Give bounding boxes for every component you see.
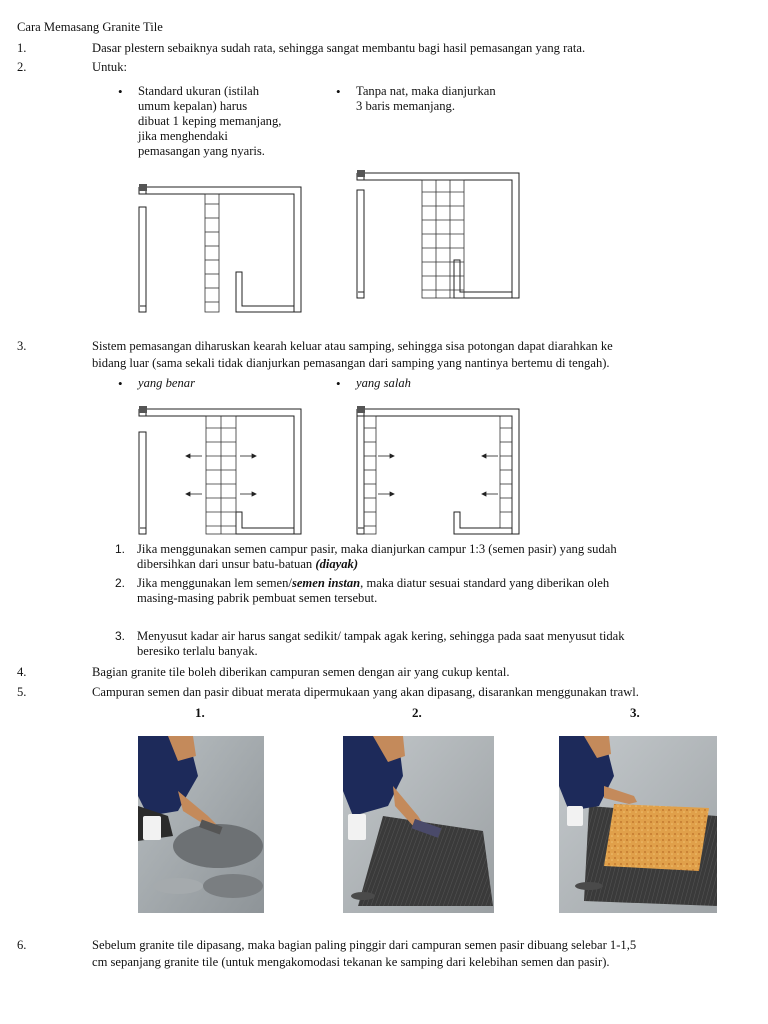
photo-1-label: 1. xyxy=(195,705,205,720)
step-4-number: 4. xyxy=(17,665,27,679)
bullet-a-line: • Standard ukuran (istilah xyxy=(138,84,260,98)
plan-diagram-correct xyxy=(136,404,306,538)
bullet-a-line: pemasangan yang nyaris. xyxy=(138,144,265,158)
bullet-a-line: dibuat 1 keping memanjang, xyxy=(138,114,282,128)
photo-2-combing-cement xyxy=(343,736,494,913)
step-4-text: Bagian granite tile boleh diberikan campuran semen dengan air yang cukup kental. xyxy=(92,665,510,679)
bullet-correct-label: yang benar xyxy=(138,376,196,390)
sub-item-2-line1-a: Jika menggunakan lem semen/ xyxy=(137,576,292,590)
step-6-line2: cm sepanjang granite tile (untuk mengakomodasi tekanan ke samping dari kelebihan semen dan pasir). xyxy=(92,955,610,969)
bullet-wrong xyxy=(356,376,411,391)
step-2-text: Untuk: xyxy=(92,60,127,74)
sub-item-2-line1-c: , maka diatur sesuai standard yang diberikan oleh xyxy=(360,576,610,590)
bullet-wrong-label: yang salah xyxy=(356,376,411,390)
sub-item-1-number: 1. xyxy=(115,542,126,556)
step-2-number: 2. xyxy=(17,60,27,74)
sub-item-1-line2 xyxy=(137,557,757,572)
sub-item-1-line1: Jika menggunakan semen campur pasir, maka dianjurkan campur 1:3 (semen pasir) yang sudah xyxy=(137,542,617,556)
step-2-bullet-b xyxy=(356,84,496,114)
sub-item-3-number: 3. xyxy=(115,629,126,643)
step-1-number: 1. xyxy=(17,41,27,55)
sub-item-2-emphasis: semen instan xyxy=(291,576,361,590)
step-2-bullet-a xyxy=(138,84,281,159)
photo-3-placing-tile xyxy=(559,736,717,913)
step-3-line1: Sistem pemasangan diharuskan kearah keluar atau samping, sehingga sisa potongan dapat diarahkan ke xyxy=(92,339,613,353)
sub-item-1-line2-a: dibersihkan dari unsur batu-batuan xyxy=(137,557,316,571)
sub-item-3-line1: Menyusut kadar air harus sangat sedikit/ tampak agak kering, sehingga pada saat menyusut tidak xyxy=(137,629,625,643)
step-3-number: 3. xyxy=(17,339,27,353)
sub-item-2-number: 2. xyxy=(115,576,126,590)
photo-3-label: 3. xyxy=(630,705,640,720)
sub-item-2-line2: masing-masing pabrik pembuat semen tersebut. xyxy=(137,591,378,605)
plan-diagram-three-columns xyxy=(354,168,524,302)
photo-2-label: 2. xyxy=(412,705,422,720)
step-1-text: Dasar plestern sebaiknya sudah rata, sehingga sangat membantu bagi hasil pemasangan yang rata. xyxy=(92,41,586,55)
sub-item-3-line2: beresiko terlalu banyak. xyxy=(137,644,258,658)
sub-item-1-emphasis: (diayak) xyxy=(315,557,359,571)
sub-item-3 xyxy=(115,629,757,659)
bullet-a-line: umum kepalan) harus xyxy=(138,99,248,113)
sub-item-1 xyxy=(115,542,757,572)
bullet-b-line: • Tanpa nat, maka dianjurkan xyxy=(356,84,496,98)
step-5-number: 5. xyxy=(17,685,27,699)
bullet-a-line: jika menghendaki xyxy=(138,129,228,143)
plan-diagram-wrong xyxy=(354,404,524,538)
plan-diagram-single-column xyxy=(136,182,306,316)
photo-1-spreading-cement xyxy=(138,736,264,913)
step-6-line1: Sebelum granite tile dipasang, maka bagian paling pinggir dari campuran semen pasir dibuang selebar 1-1,5 xyxy=(92,938,637,952)
bullet-correct xyxy=(138,376,195,391)
step-5-text: Campuran semen dan pasir dibuat merata dipermukaan yang akan dipasang, disarankan menggunakan trawl. xyxy=(92,685,639,699)
sub-item-2 xyxy=(115,576,757,606)
page-title: Cara Memasang Granite Tile xyxy=(17,20,163,34)
step-3-line2: bidang luar (sama sekali tidak dianjurkan pemasangan dari samping yang nantinya bertemu di tengah). xyxy=(92,356,610,370)
bullet-b-line: 3 baris memanjang. xyxy=(356,99,455,113)
step-6-number: 6. xyxy=(17,938,27,952)
